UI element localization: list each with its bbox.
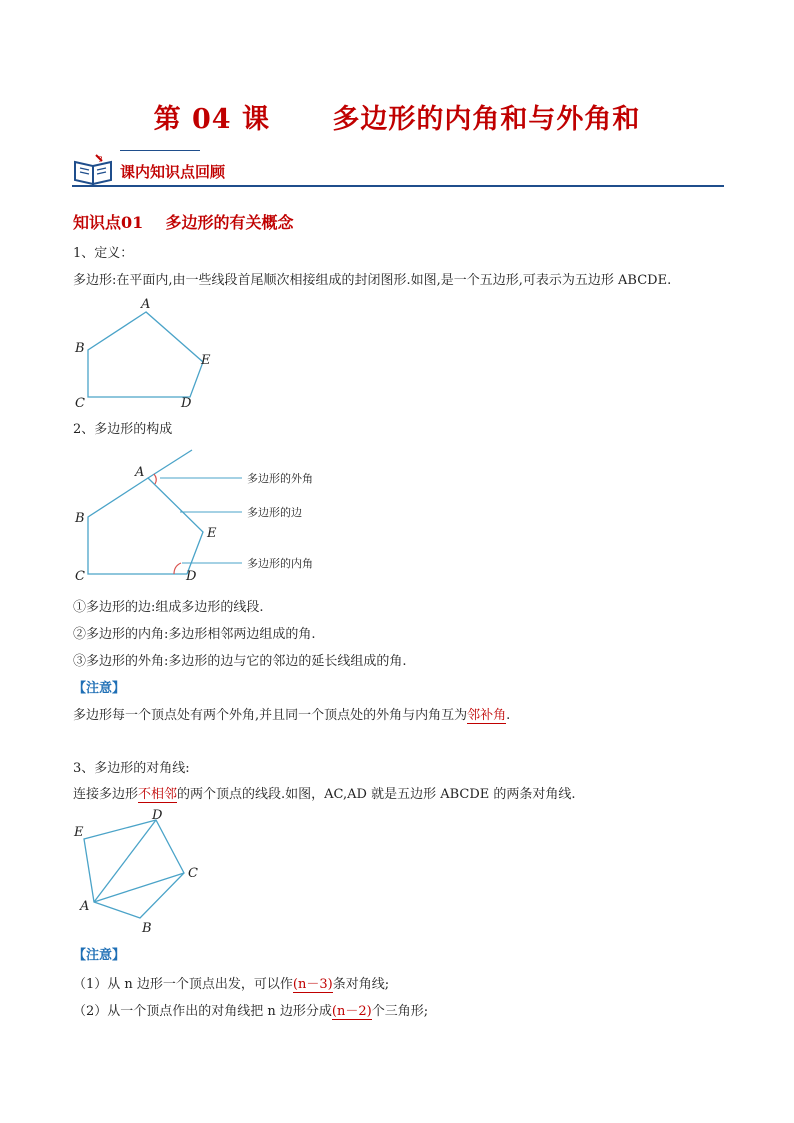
vertex-a-label: A [135, 465, 145, 480]
page-title: 第 04 课 多边形的内角和与外角和 [153, 104, 641, 135]
pentagon-diagonals-figure [70, 806, 210, 936]
exterior-angle-callout: 多边形的外角 [247, 472, 313, 485]
vertex-e-label: E [207, 526, 217, 541]
vertex-e-label: E [201, 353, 211, 368]
diagonal-heading: 3、多边形的对角线: [73, 761, 190, 776]
svg-text:?: ? [98, 155, 103, 164]
vertex-e-label: E [74, 825, 84, 840]
item-interior-angle: ②多边形的内角:多边形相邻两边组成的角. [73, 627, 316, 642]
highlight-term: (n－3) [292, 977, 333, 992]
note-item-1: （1）从 n 边形一个顶点出发，可以作(n－3)条对角线; [73, 977, 390, 992]
highlight-term: (n－2) [331, 1004, 372, 1019]
vertex-d-label: D [152, 808, 163, 823]
note-text: 多边形每一个顶点处有两个外角,并且同一个顶点处的外角与内角互为邻补角. [73, 708, 511, 723]
section-label: 课内知识点回顾 [120, 163, 226, 181]
composition-heading: 2、多边形的构成 [73, 422, 173, 437]
item-side: ①多边形的边:组成多边形的线段. [73, 600, 264, 615]
highlight-term: 不相邻 [138, 787, 178, 802]
pentagon-parts-figure [70, 442, 350, 584]
vertex-a-label: A [80, 899, 90, 914]
highlight-term: 邻补角 [467, 708, 507, 723]
diagonal-definition: 连接多边形不相邻的两个顶点的线段.如图，AC,AD 就是五边形 ABCDE 的两条对角线. [73, 787, 576, 802]
side-callout: 多边形的边 [247, 506, 302, 519]
vertex-b-label: B [142, 921, 152, 936]
vertex-c-label: C [75, 396, 85, 411]
vertex-c-label: C [75, 569, 85, 584]
note-label: 【注意】 [73, 948, 126, 963]
section-divider [72, 185, 724, 187]
note-item-2: （2）从一个顶点作出的对角线把 n 边形分成(n－2)个三角形; [73, 1004, 429, 1019]
vertex-c-label: C [188, 866, 198, 881]
vertex-d-label: D [186, 569, 197, 584]
section-top-rule [120, 150, 200, 151]
interior-angle-callout: 多边形的内角 [247, 557, 313, 570]
definition-text: 多边形:在平面内,由一些线段首尾顺次相接组成的封闭图形.如图,是一个五边形,可表示为五边形 ABCDE. [73, 273, 672, 288]
pentagon-figure [70, 292, 220, 412]
vertex-a-label: A [141, 297, 151, 312]
item-exterior-angle: ③多边形的外角:多边形的边与它的邻边的延长线组成的角. [73, 654, 407, 669]
vertex-b-label: B [75, 511, 85, 526]
knowledge-point-heading: 知识点01 多边形的有关概念 [73, 213, 294, 232]
vertex-d-label: D [181, 396, 192, 411]
definition-label: 1、定义： [73, 246, 134, 261]
vertex-b-label: B [75, 341, 85, 356]
book-icon [72, 152, 116, 186]
note-label: 【注意】 [73, 681, 126, 696]
